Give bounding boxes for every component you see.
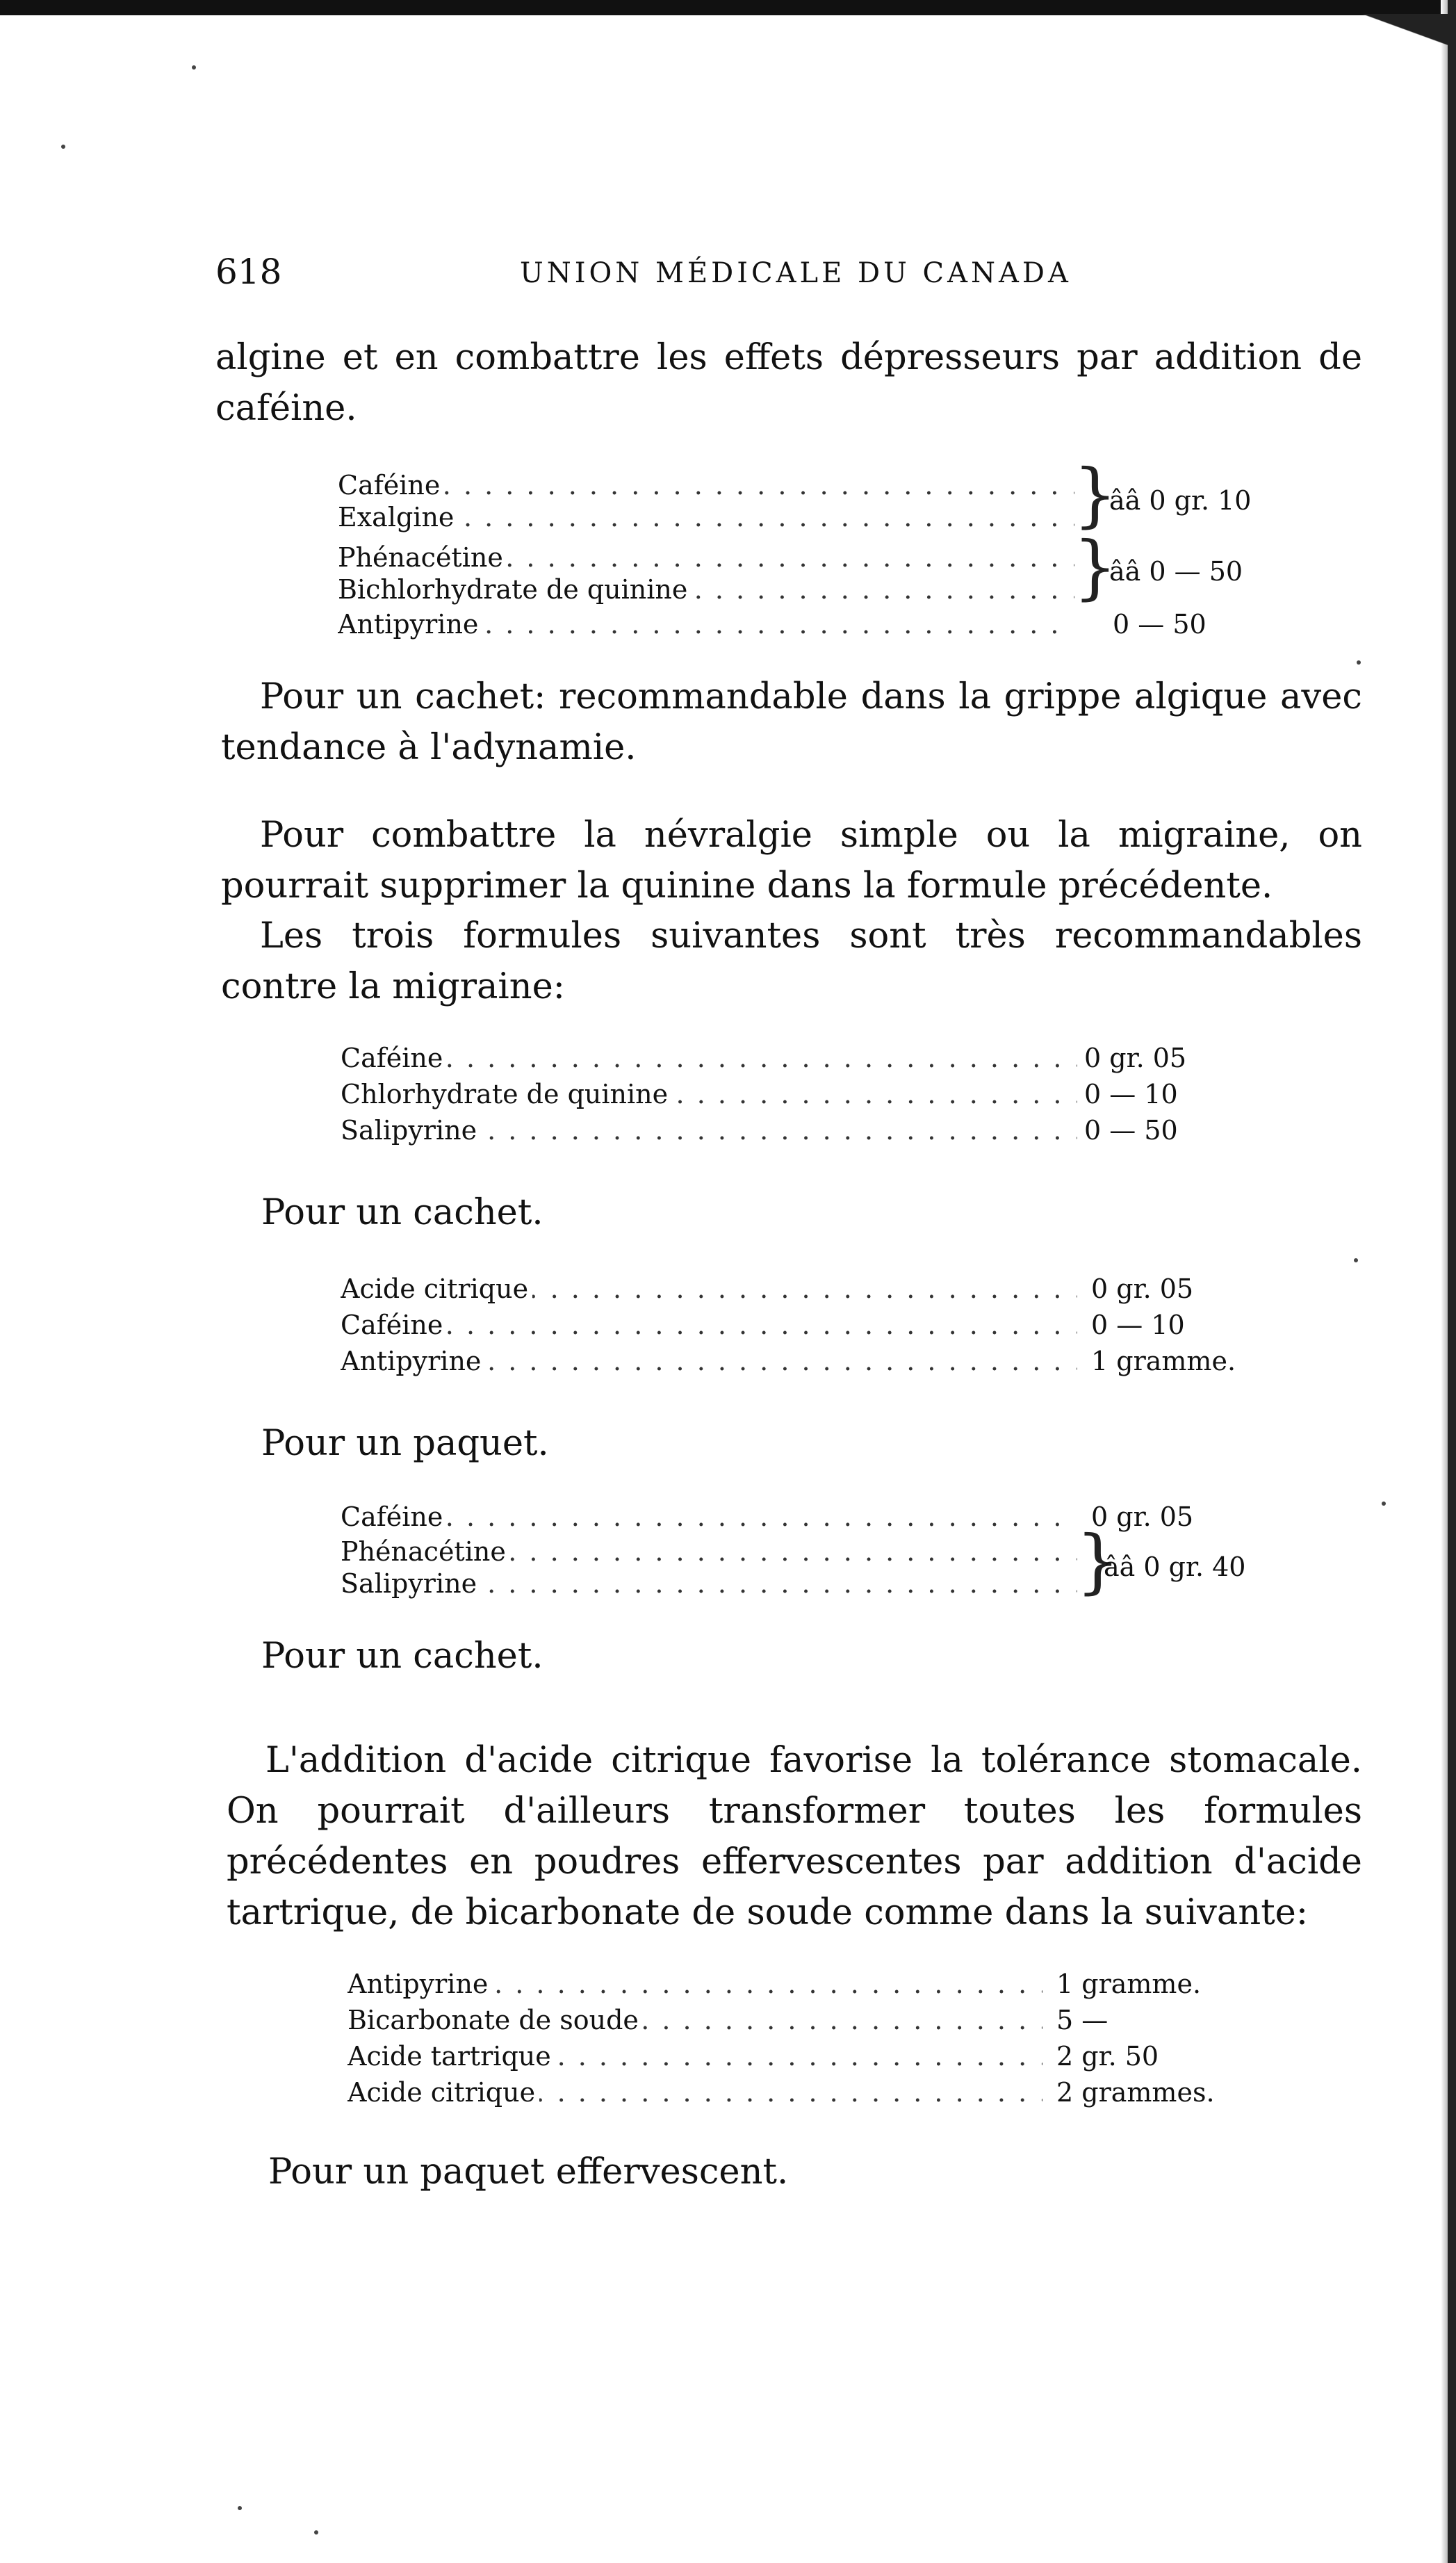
ingredient-dose: 2 gr. 50 — [1056, 2041, 1159, 2072]
ingredient-name: Salipyrine — [341, 1115, 481, 1146]
page-corner-fold — [1338, 14, 1449, 63]
formula-row — [338, 542, 1074, 578]
page-header — [215, 252, 1362, 293]
ingredient-dose: 2 grammes. — [1056, 2077, 1215, 2108]
page-right-edge — [1448, 0, 1456, 2563]
ingredient-dose: 0 — 50 — [1113, 609, 1206, 640]
ingredient-name: Acide tartrique — [347, 2041, 555, 2072]
running-title: UNION MÉDICALE DU CANADA — [520, 257, 1072, 289]
scan-speck — [1357, 660, 1361, 665]
ingredient-dose: 5 — — [1056, 2005, 1109, 2035]
formula-row — [338, 609, 1074, 645]
ingredient-name: Acide citrique — [341, 1274, 532, 1304]
caption-cachet-2: Pour un cachet. — [261, 1636, 543, 1677]
ingredient-name: Caféine — [341, 1502, 447, 1532]
paragraph-5: L'addition d'acide citrique favorise la tolérance stomacale. On pourrait d'ailleurs transformer toutes les formules précédentes en poudres effervescentes par addition d'acide tartrique, de bicarbonate de soude comme dans la suivante: — [227, 1740, 1362, 1933]
ingredient-name: Phénacétine — [341, 1536, 510, 1567]
formula-row — [341, 1274, 1194, 1310]
caption-cachet-1: Pour un cachet. — [261, 1192, 543, 1233]
formula-row — [341, 1536, 1077, 1572]
caption-paquet-1: Pour un paquet. — [261, 1423, 549, 1464]
formula-row — [347, 2041, 1159, 2077]
ingredient-dose: 0 gr. 05 — [1084, 1043, 1187, 1073]
caption-paquet-effervescent: Pour un paquet effervescent. — [268, 2151, 789, 2192]
ingredient-name: Exalgine — [338, 502, 458, 532]
paragraph-4: Les trois formules suivantes sont très recommandables contre la migraine: — [221, 916, 1362, 1007]
page-number: 618 — [215, 252, 282, 292]
ingredient-name: Caféine — [341, 1310, 447, 1340]
scan-speck — [61, 145, 65, 149]
ingredient-name: Chlorhydrate de quinine — [341, 1079, 672, 1109]
scan-speck — [314, 2530, 318, 2534]
formula-row — [347, 2077, 1215, 2113]
brace-icon: } — [1073, 454, 1118, 535]
page-edge-shadow — [1441, 0, 1448, 2563]
ingredient-name: Caféine — [338, 470, 444, 501]
scan-speck — [1354, 1258, 1358, 1262]
scan-speck — [192, 65, 196, 70]
ingredient-name: Antipyrine — [338, 609, 482, 640]
ingredient-name: Antipyrine — [341, 1346, 485, 1376]
ingredient-dose: 0 — 10 — [1091, 1310, 1185, 1340]
paragraph-1: algine et en combattre les effets dépresseurs par addition de caféine. — [215, 337, 1362, 429]
ingredient-name: Bicarbonate de soude — [347, 2005, 643, 2035]
formula-row — [341, 1079, 1178, 1115]
page-top-border — [0, 0, 1456, 15]
group-dose: ââ 0 gr. 40 — [1104, 1552, 1246, 1582]
ingredient-name: Caféine — [341, 1043, 447, 1073]
group-dose: ââ 0 — 50 — [1109, 556, 1243, 587]
paragraph-3: Pour combattre la névralgie simple ou la migraine, on pourrait supprimer la quinine dans la formule précédente. — [221, 815, 1362, 906]
ingredient-name: Bichlorhydrate de quinine — [338, 574, 692, 605]
ingredient-dose: 1 gramme. — [1091, 1346, 1236, 1376]
brace-icon: } — [1076, 1520, 1120, 1602]
ingredient-dose: 0 — 50 — [1084, 1115, 1178, 1146]
ingredient-dose: 0 gr. 05 — [1091, 1502, 1194, 1532]
formula-row — [341, 1346, 1236, 1382]
formula-row — [341, 1568, 1077, 1604]
ingredient-dose: 0 gr. 05 — [1091, 1274, 1194, 1304]
ingredient-name: Phénacétine — [338, 542, 507, 573]
formula-row — [347, 1969, 1202, 2005]
scan-speck — [1382, 1502, 1386, 1506]
formula-row — [338, 470, 1074, 506]
paragraph-2: Pour un cachet: recommandable dans la grippe algique avec tendance à l'adynamie. — [221, 676, 1362, 768]
formula-row — [341, 1043, 1187, 1079]
formula-row — [341, 1310, 1185, 1346]
ingredient-dose: 0 — 10 — [1084, 1079, 1178, 1109]
ingredient-name: Antipyrine — [347, 1969, 492, 1999]
scan-speck — [238, 2506, 242, 2510]
ingredient-name: Salipyrine — [341, 1568, 481, 1599]
group-dose: ââ 0 gr. 10 — [1109, 485, 1252, 516]
formula-row — [341, 1502, 1194, 1538]
formula-row — [338, 502, 1074, 538]
formula-row — [341, 1115, 1178, 1151]
ingredient-dose: 1 gramme. — [1056, 1969, 1202, 1999]
formula-row — [347, 2005, 1109, 2041]
formula-row — [338, 574, 1074, 610]
brace-icon: } — [1073, 526, 1118, 608]
ingredient-name: Acide citrique — [347, 2077, 539, 2108]
